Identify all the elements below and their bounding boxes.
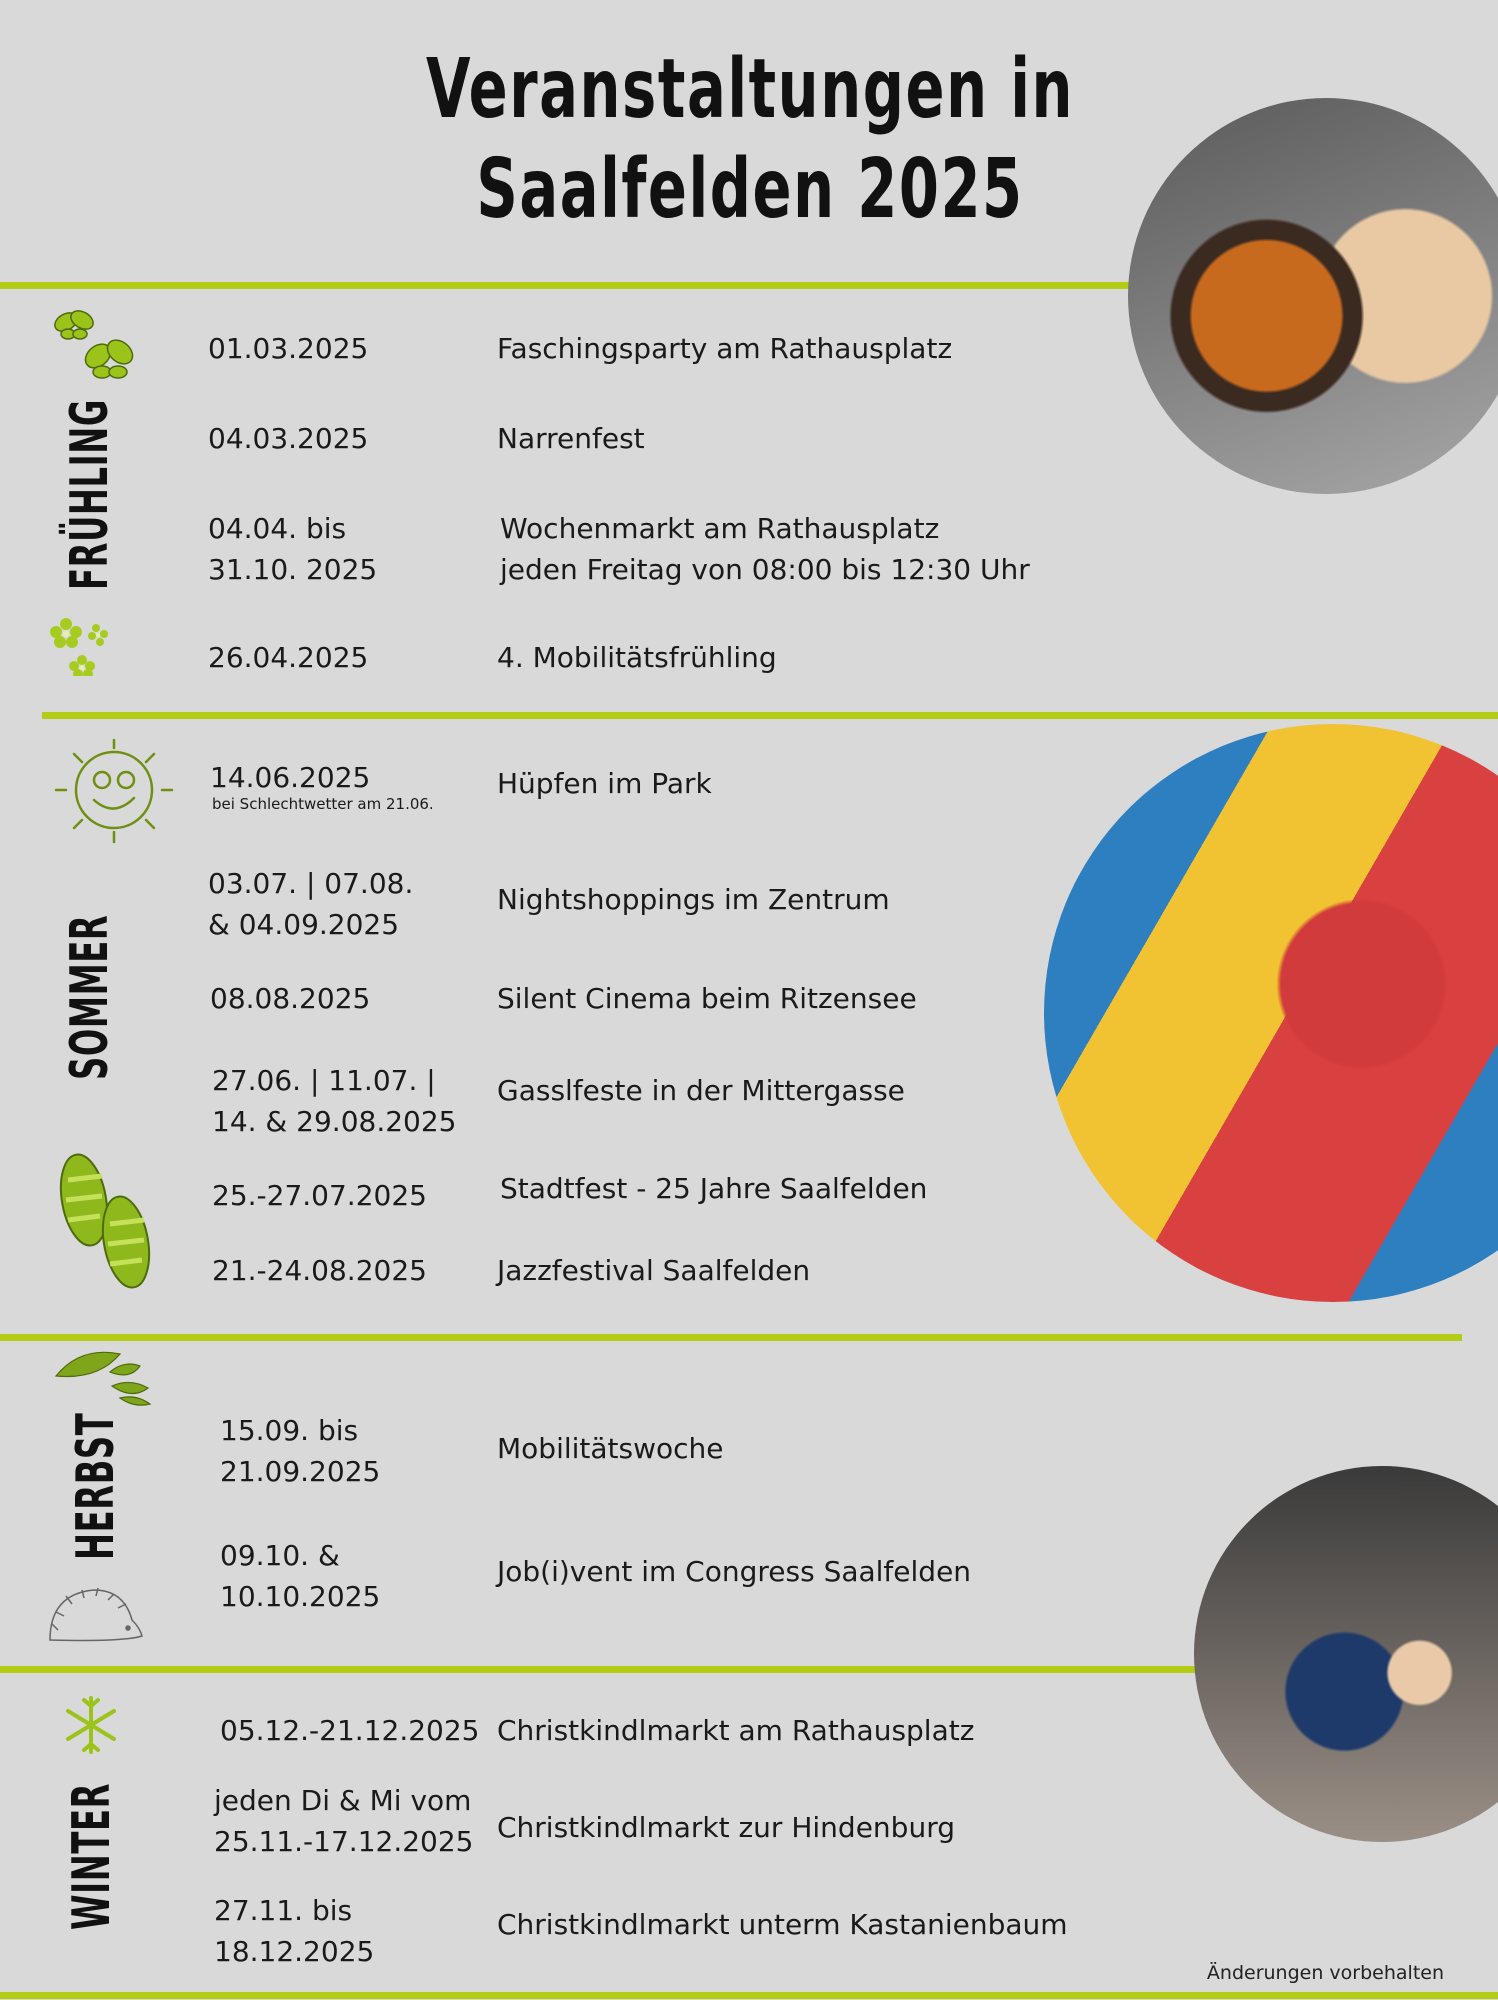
event-date: 21.-24.08.2025 bbox=[212, 1254, 427, 1287]
event-name: Christkindlmarkt am Rathausplatz bbox=[497, 1714, 975, 1747]
carnival-photo bbox=[1128, 98, 1498, 494]
bouncy-castle-photo bbox=[1044, 724, 1498, 1302]
event-note: bei Schlechtwetter am 21.06. bbox=[212, 795, 434, 813]
event-name: Narrenfest bbox=[497, 422, 645, 455]
event-date: 27.06. | 11.07. | 14. & 29.08.2025 bbox=[212, 1064, 457, 1138]
divider-autumn-winter bbox=[0, 1666, 1196, 1673]
divider-spring-summer bbox=[42, 712, 1498, 719]
event-date: 08.08.2025 bbox=[210, 982, 371, 1015]
season-label-summer: SOMMER bbox=[60, 914, 120, 1080]
event-name: Hüpfen im Park bbox=[497, 767, 712, 800]
event-name: 4. Mobilitätsfrühling bbox=[497, 641, 777, 674]
event-date: 27.11. bis 18.12.2025 bbox=[214, 1894, 375, 1968]
divider-summer-autumn bbox=[0, 1334, 1462, 1341]
hedgehog-icon bbox=[44, 1580, 144, 1650]
divider-bottom bbox=[0, 1992, 1498, 1999]
event-date: 09.10. & 10.10.2025 bbox=[220, 1539, 381, 1613]
event-name: Silent Cinema beim Ritzensee bbox=[497, 982, 917, 1015]
event-date: 25.-27.07.2025 bbox=[212, 1179, 427, 1212]
event-date: 03.07. | 07.08. & 04.09.2025 bbox=[208, 867, 414, 941]
title-line-2: Saalfelden 2025 bbox=[476, 142, 1024, 237]
flower-icon bbox=[48, 612, 114, 676]
title-line-1: Veranstaltungen in bbox=[425, 42, 1075, 137]
leaves-icon bbox=[50, 1342, 154, 1408]
event-name: Wochenmarkt am Rathausplatz jeden Freitag von 08:00 bis 12:30 Uhr bbox=[500, 512, 1030, 586]
season-label-spring: FRÜHLING bbox=[60, 399, 120, 590]
page-title bbox=[399, 40, 1101, 240]
event-name: Faschingsparty am Rathausplatz bbox=[497, 332, 953, 365]
job-fair-photo bbox=[1194, 1466, 1498, 1842]
season-label-winter: WINTER bbox=[62, 1782, 122, 1930]
event-date: 04.04. bis 31.10. 2025 bbox=[208, 512, 378, 586]
event-name: Christkindlmarkt zur Hindenburg bbox=[497, 1811, 955, 1844]
event-name: Jazzfestival Saalfelden bbox=[497, 1254, 811, 1287]
event-date: jeden Di & Mi vom 25.11.-17.12.2025 bbox=[214, 1784, 474, 1858]
event-name: Gasslfeste in der Mittergasse bbox=[497, 1074, 905, 1107]
event-date: 26.04.2025 bbox=[208, 641, 369, 674]
event-date: 15.09. bis 21.09.2025 bbox=[220, 1414, 381, 1488]
event-date: 04.03.2025 bbox=[208, 422, 369, 455]
event-date: 01.03.2025 bbox=[208, 332, 369, 365]
sun-icon bbox=[50, 734, 176, 850]
snowflake-icon bbox=[60, 1694, 122, 1756]
butterfly-icon bbox=[48, 308, 134, 388]
flip-flops-icon bbox=[56, 1150, 156, 1292]
event-name: Mobilitätswoche bbox=[497, 1432, 724, 1465]
event-name: Job(i)vent im Congress Saalfelden bbox=[497, 1555, 972, 1588]
event-date: 14.06.2025 bbox=[210, 761, 371, 794]
event-name: Nightshoppings im Zentrum bbox=[497, 883, 890, 916]
event-name: Stadtfest - 25 Jahre Saalfelden bbox=[500, 1172, 928, 1205]
season-label-autumn: HERBST bbox=[66, 1412, 126, 1560]
event-date: 05.12.-21.12.2025 bbox=[220, 1714, 480, 1747]
disclaimer-footer: Änderungen vorbehalten bbox=[1206, 1962, 1444, 1984]
event-name: Christkindlmarkt unterm Kastanienbaum bbox=[497, 1908, 1068, 1941]
divider-top bbox=[0, 282, 1130, 289]
